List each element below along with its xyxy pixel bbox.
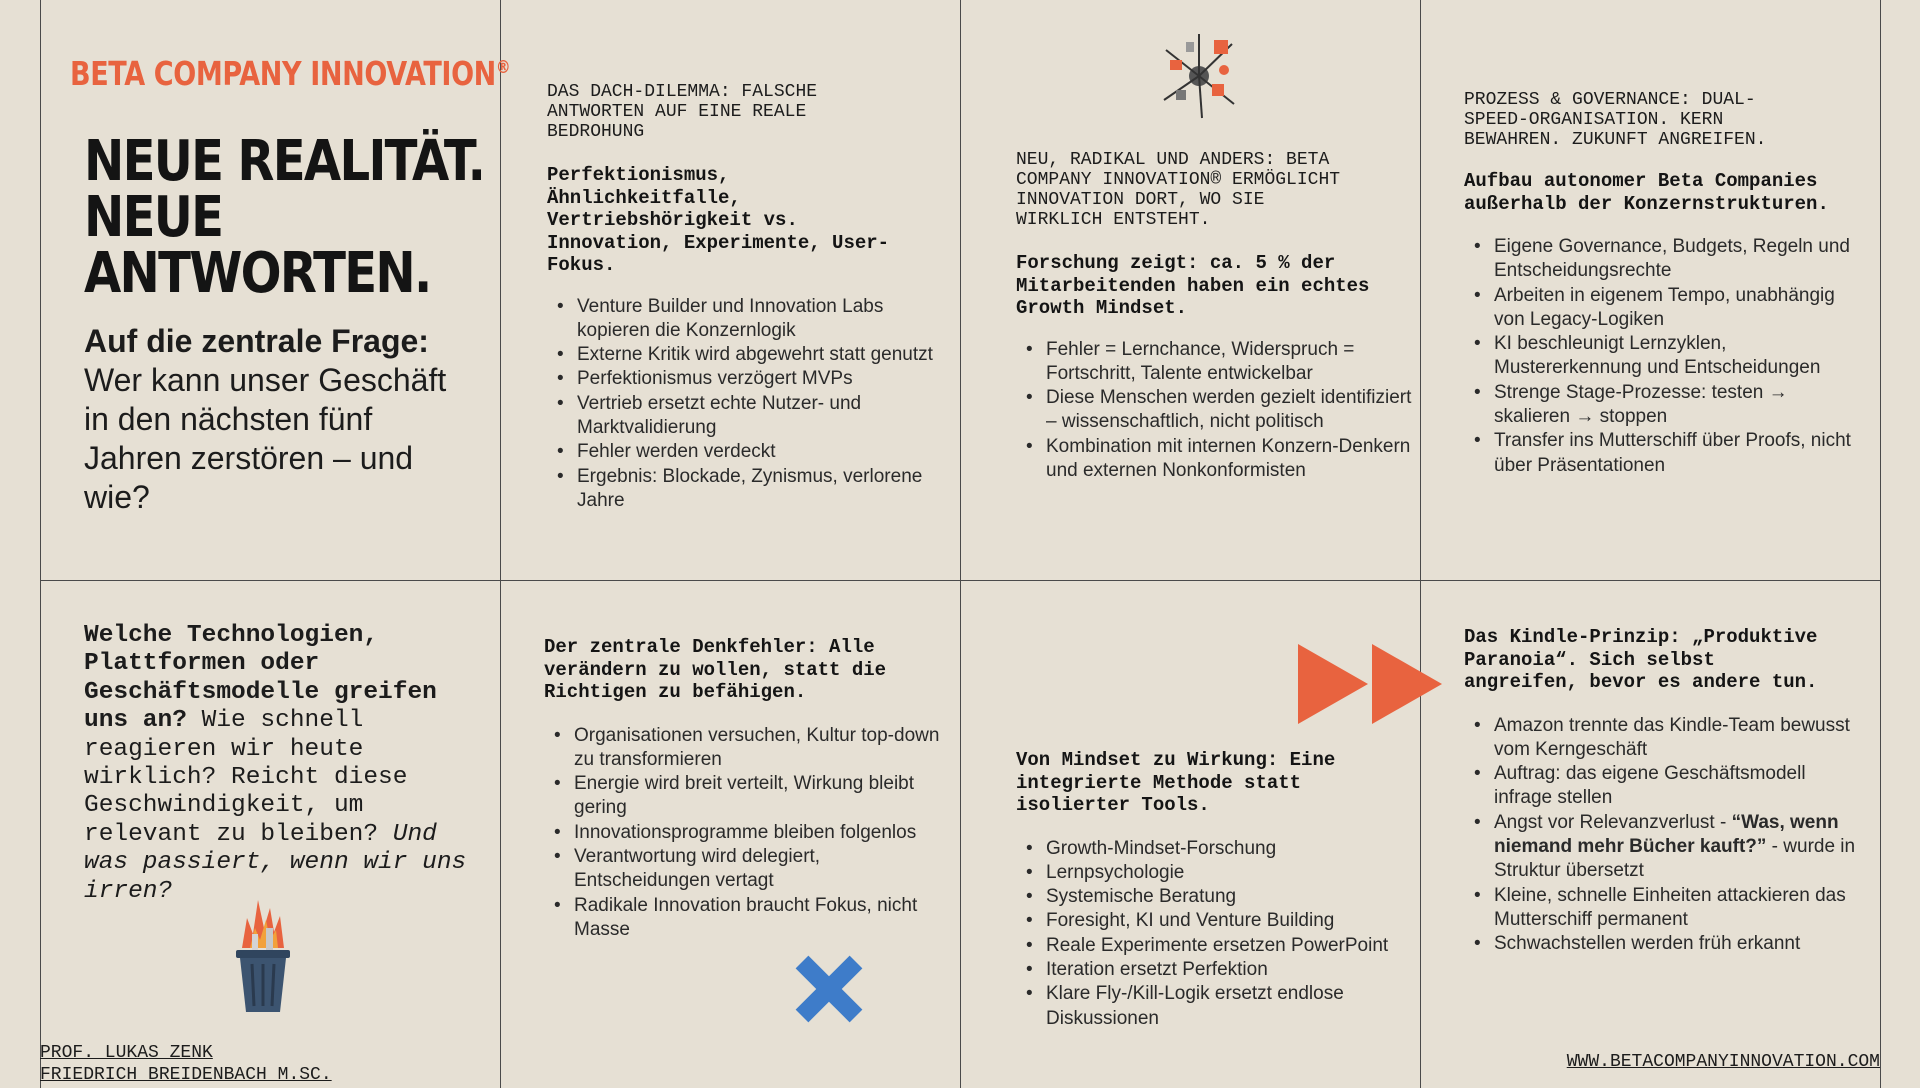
list-item: • Energie wird breit verteilt, Wirkung bleibt gering xyxy=(574,772,944,821)
list-item: • Fehler werden verdeckt xyxy=(577,440,947,464)
list-item: • Vertrieb ersetzt echte Nutzer- und Marktvalidierung xyxy=(577,392,947,441)
bullet-list xyxy=(544,724,944,943)
intro-text: Wer kann unser Geschäft in den nächsten fünf Jahren zerstören – und wie? xyxy=(84,362,447,515)
grid-line xyxy=(1880,0,1881,1088)
list-item xyxy=(1494,811,1864,884)
explosion-illustration xyxy=(1156,30,1242,120)
bullet-list xyxy=(1016,338,1416,484)
section-neu-radikal xyxy=(1016,150,1416,483)
blue-x-icon xyxy=(792,952,866,1026)
list-item: • Organisationen versuchen, Kultur top-down zu transformieren xyxy=(574,724,944,773)
list-item: • Amazon trennte das Kindle-Team bewusst vom Kerngeschäft xyxy=(1494,714,1864,763)
list-item: • Strenge Stage-Prozesse: testen → skalieren → stoppen xyxy=(1494,381,1864,430)
question-block xyxy=(84,622,484,906)
list-item: • Verantwortung wird delegiert, Entscheidungen vertagt xyxy=(574,845,944,894)
bullet-list xyxy=(1464,235,1864,478)
grid-line xyxy=(1420,0,1421,1088)
list-item-text: Angst vor Relevanzverlust - xyxy=(1494,811,1732,833)
list-item: • Radikale Innovation braucht Fokus, nicht Masse xyxy=(574,894,944,943)
list-item: • Transfer ins Mutterschiff über Proofs, nicht über Präsentationen xyxy=(1494,429,1864,478)
question-text: Wie schnell reagieren wir heute wirklich? Reicht diese Geschwindigkeit, um relevant zu bleiben? xyxy=(84,707,408,848)
list-item: • Innovationsprogramme bleiben folgenlos xyxy=(574,821,944,845)
list-item: • Foresight, KI und Venture Building xyxy=(1046,909,1416,933)
section-lead: Von Mindset zu Wirkung: Eine integrierte Methode statt isolierter Tools. xyxy=(1016,749,1336,816)
section-denkfehler xyxy=(544,636,944,942)
section-mindset-wirkung xyxy=(1016,749,1416,1031)
section-governance xyxy=(1464,90,1864,478)
burning-bin-illustration xyxy=(222,888,302,1018)
list-item: • Iteration ersetzt Perfektion xyxy=(1046,958,1416,982)
list-item: • Arbeiten in eigenem Tempo, unabhängig von Legacy-Logiken xyxy=(1494,284,1864,333)
section-title: DAS DACH-DILEMMA: FALSCHE ANTWORTEN AUF EINE REALE BEDROHUNG xyxy=(547,82,818,142)
author-1: PROF. LUKAS ZENK xyxy=(40,1043,213,1063)
list-item: • Ergebnis: Blockade, Zynismus, verlorene Jahre xyxy=(577,465,947,514)
section-kindle-prinzip xyxy=(1464,626,1864,956)
list-item-text: - wurde in Struktur übersetzt xyxy=(1494,835,1856,882)
section-dach-dilemma xyxy=(547,82,947,513)
list-item: • Lernpsychologie xyxy=(1046,861,1416,885)
bullet-list xyxy=(547,295,947,514)
list-item: • KI beschleunigt Lernzyklen, Mustererkennung und Entscheidungen xyxy=(1494,332,1864,381)
grid-line xyxy=(500,0,501,1088)
list-item: • Fehler = Lernchance, Widerspruch = Fortschritt, Talente entwickelbar xyxy=(1046,338,1416,387)
list-item: • Systemische Beratung xyxy=(1046,885,1416,909)
brand-name: BETA COMPANY INNOVATION xyxy=(70,54,496,93)
authors xyxy=(40,1042,332,1086)
intro-question xyxy=(84,322,474,517)
section-lead: Aufbau autonomer Beta Companies außerhalb der Konzernstrukturen. xyxy=(1464,170,1829,215)
section-lead: Perfektionismus, Ähnlichkeitfalle, Vertriebshörigkeit vs. Innovation, Experimente, User- Fokus. xyxy=(547,164,890,276)
list-item: • Growth-Mindset-Forschung xyxy=(1046,837,1416,861)
author-2: FRIEDRICH BREIDENBACH M.SC. xyxy=(40,1065,332,1085)
grid-line xyxy=(40,0,41,1088)
list-item: • Diese Menschen werden gezielt identifiziert – wissenschaftlich, nicht politisch xyxy=(1046,386,1416,435)
list-item: • Perfektionismus verzögert MVPs xyxy=(577,367,947,391)
list-item: • Externe Kritik wird abgewehrt statt genutzt xyxy=(577,343,947,367)
list-item: • Schwachstellen werden früh erkannt xyxy=(1494,932,1864,956)
question-italic: Und was passiert, wenn wir uns irren? xyxy=(84,820,467,905)
headline-line-1: NEUE REALITÄT. xyxy=(84,129,485,194)
bullet-list xyxy=(1464,714,1864,957)
brand-title xyxy=(70,54,510,93)
grid-line xyxy=(960,0,961,1088)
bullet-list xyxy=(1016,837,1416,1031)
section-title: NEU, RADIKAL UND ANDERS: BETA COMPANY INNOVATION® ERMÖGLICHT INNOVATION DORT, WO SIE WIRKLICH ENTSTEHT. xyxy=(1016,150,1341,230)
list-item-quote: “Was, wenn niemand mehr Bücher kauft?” xyxy=(1494,811,1839,857)
section-title: PROZESS & GOVERNANCE: DUAL- SPEED-ORGANISATION. KERN BEWAHREN. ZUKUNFT ANGREIFEN. xyxy=(1464,90,1767,150)
headline-line-3: ANTWORTEN. xyxy=(84,241,431,306)
section-lead: Der zentrale Denkfehler: Alle verändern zu wollen, statt die Richtigen zu befähigen. xyxy=(544,636,887,703)
section-lead: Das Kindle-Prinzip: „Produktive Paranoia“. Sich selbst angreifen, bevor es andere tun. xyxy=(1464,626,1818,693)
list-item: • Venture Builder und Innovation Labs kopieren die Konzernlogik xyxy=(577,295,947,344)
list-item: • Reale Experimente ersetzen PowerPoint xyxy=(1046,934,1416,958)
grid-line-horizontal xyxy=(40,580,1880,581)
list-item: • Eigene Governance, Budgets, Regeln und Entscheidungsrechte xyxy=(1494,235,1864,284)
list-item: • Auftrag: das eigene Geschäftsmodell infrage stellen xyxy=(1494,762,1864,811)
fast-forward-icon xyxy=(1298,644,1446,724)
headline-line-2: NEUE xyxy=(84,185,223,250)
website-link[interactable]: WWW.BETACOMPANYINNOVATION.COM xyxy=(1566,1052,1880,1072)
list-item: • Kleine, schnelle Einheiten attackieren das Mutterschiff permanent xyxy=(1494,884,1864,933)
headline xyxy=(84,129,485,306)
brand-mark: ® xyxy=(495,57,511,78)
section-lead: Forschung zeigt: ca. 5 % der Mitarbeitenden haben ein echtes Growth Mindset. xyxy=(1016,252,1370,319)
list-item: • Kombination mit internen Konzern-Denkern und externen Nonkonformisten xyxy=(1046,435,1416,484)
list-item: • Klare Fly-/Kill-Logik ersetzt endlose Diskussionen xyxy=(1046,982,1416,1031)
intro-bold: Auf die zentrale Frage: xyxy=(84,323,429,359)
question-bold: Welche Technologien, Plattformen oder Geschäftsmodelle greifen uns an? xyxy=(84,622,437,735)
